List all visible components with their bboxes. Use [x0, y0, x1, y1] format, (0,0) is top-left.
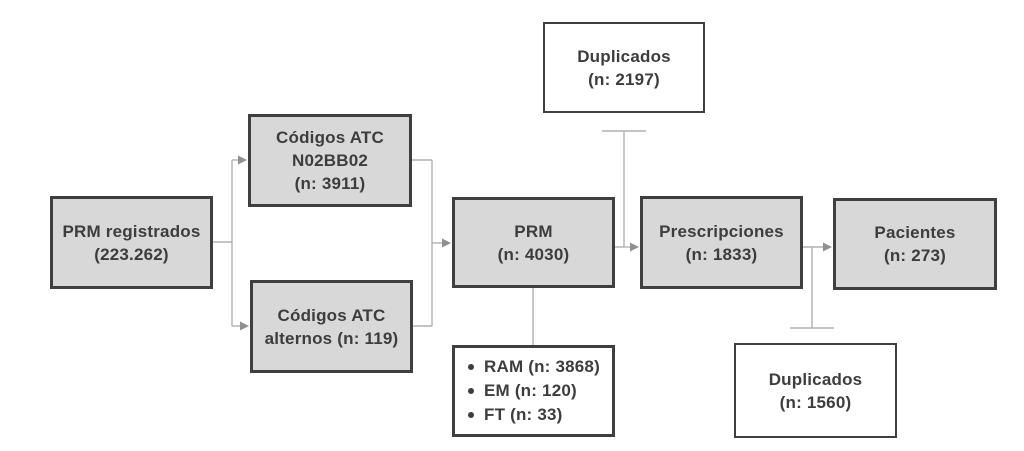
box-label: Duplicados	[768, 369, 863, 389]
list-item	[468, 379, 577, 403]
arrow-right-icon	[238, 156, 247, 165]
box-count: (n: 2197)	[588, 69, 660, 89]
breakdown-ram: RAM (n: 3868)	[484, 357, 600, 376]
pacientes-box	[833, 198, 997, 290]
box-label: Prescripciones	[659, 221, 784, 241]
box-count: (n: 4030)	[497, 244, 570, 264]
codigos-atc-n02bb02-box	[248, 114, 412, 207]
box-count: (223.262)	[94, 244, 169, 264]
bullet-icon	[468, 388, 474, 394]
prm-box	[452, 197, 615, 288]
box-label: Códigos ATC	[276, 128, 384, 147]
duplicados-bottom-box	[734, 343, 897, 438]
bullet-icon	[468, 364, 474, 370]
arrow-right-icon	[240, 322, 249, 331]
connector-merge-into-prm	[412, 160, 451, 326]
box-count: (n: 1560)	[779, 392, 852, 412]
arrow-right-icon	[442, 239, 451, 248]
list-item	[468, 355, 600, 379]
duplicados-top-box	[543, 22, 705, 113]
codigos-atc-alternos-box	[250, 280, 413, 373]
prm-breakdown-box	[452, 345, 615, 437]
box-count: alternos (n: 119)	[264, 328, 399, 348]
box-label: Duplicados	[577, 46, 671, 66]
box-count: (n: 273)	[883, 246, 947, 265]
connector-prm-to-prescripciones	[615, 243, 639, 252]
box-label: PRM registrados	[62, 221, 201, 241]
breakdown-em: EM (n: 120)	[484, 381, 577, 400]
box-count: (n: 1833)	[685, 244, 758, 264]
prm-registrados-box	[50, 196, 213, 289]
connector-split-from-prm-registrados	[213, 156, 249, 331]
box-count: (n: 3911)	[294, 174, 366, 193]
list-item	[468, 403, 563, 427]
bullet-icon	[468, 412, 474, 418]
arrow-right-icon	[630, 243, 639, 252]
box-label: PRM	[514, 221, 553, 241]
arrow-right-icon	[823, 243, 832, 252]
prescripciones-box	[640, 196, 803, 289]
breakdown-ft: FT (n: 33)	[484, 405, 563, 424]
box-code: N02BB02	[291, 151, 369, 170]
connector-prescripciones-to-pacientes	[803, 243, 832, 252]
box-label: Códigos ATC	[277, 305, 386, 325]
box-label: Pacientes	[874, 223, 956, 242]
